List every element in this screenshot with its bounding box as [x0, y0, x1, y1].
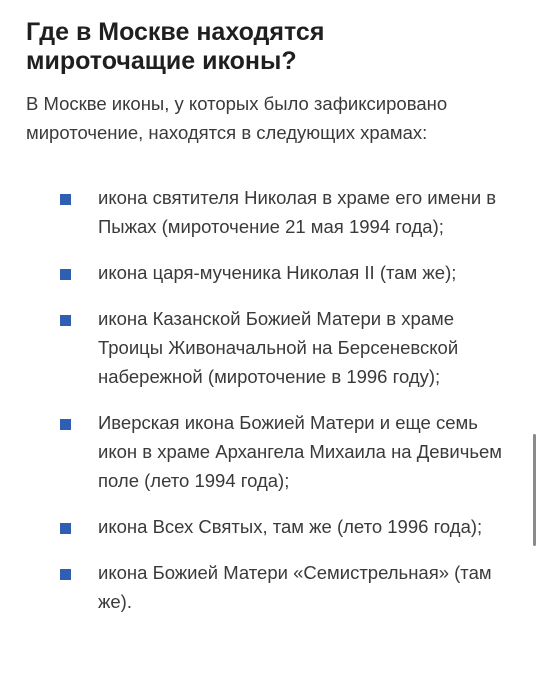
scrollbar[interactable] [533, 434, 536, 546]
square-bullet-icon [60, 569, 71, 580]
list-item-text: икона Всех Святых, там же (лето 1996 года); [98, 516, 483, 537]
list-item [26, 258, 518, 287]
list-item-text: икона святителя Николая в храме его имени в Пыжах (мироточение 21 мая 1994 года); [98, 187, 497, 237]
list-item [26, 558, 518, 616]
article-title: Где в Москве находятся мироточащие иконы? [26, 18, 325, 75]
icon-location-list [26, 183, 516, 616]
list-item-text: икона Казанской Божией Матери в храме Троицы Живоначальной на Берсеневской набережной (мироточение в 1996 году); [98, 308, 459, 387]
square-bullet-icon [60, 194, 71, 205]
list-item-text: икона царя-мученика Николая II (там же); [98, 262, 457, 283]
list-item [26, 512, 518, 541]
square-bullet-icon [60, 419, 71, 430]
square-bullet-icon [60, 523, 71, 534]
square-bullet-icon [60, 269, 71, 280]
list-item-text: Иверская икона Божией Матери и еще семь икон в храме Архангела Михаила на Девичьем поле (лето 1994 года); [98, 412, 502, 491]
list-item [26, 304, 518, 391]
list-item [26, 183, 518, 241]
list-item-text: икона Божией Матери «Семистрельная» (там же). [98, 562, 492, 612]
article-intro: В Москве иконы, у которых было зафиксировано мироточение, находятся в следующих храмах: [26, 93, 448, 143]
square-bullet-icon [60, 315, 71, 326]
list-item [26, 408, 518, 495]
